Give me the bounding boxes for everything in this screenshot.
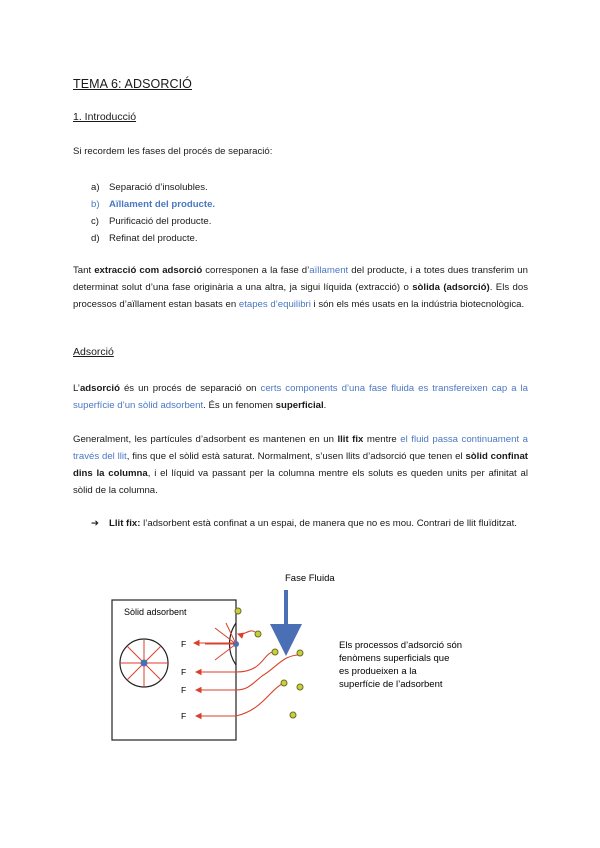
solute-dot — [297, 650, 303, 656]
intro-text: Si recordem les fases del procés de separació: — [73, 146, 273, 157]
diagram-caption: Els processos d’adsorció són fenòmens superficials que es produeixen a la superfície de l’adsorbent — [339, 640, 463, 690]
solute-dot — [290, 712, 296, 718]
phase-list — [91, 179, 215, 247]
section-heading-adsorcio: Adsorció — [73, 346, 114, 358]
solute-dot — [255, 631, 261, 637]
solute-dot — [272, 649, 278, 655]
flux-label: F — [181, 711, 187, 721]
adsorbent-particle — [120, 639, 168, 687]
bullet-text: Llit fix: l’adsorbent està confinat a un espai, de manera que no es mou. Contrari de llit fluïditzat. — [109, 518, 517, 529]
solute-dot — [297, 684, 303, 690]
phase-item: c) Purificació del producte. — [91, 216, 212, 227]
phase-item: d) Refinat del producte. — [91, 233, 198, 244]
fase-fluida-label: Fase Fluida — [285, 573, 335, 584]
flux-label: F — [181, 639, 187, 649]
solute-dot — [235, 608, 241, 614]
flux-arrow — [238, 631, 255, 634]
solute-dot — [281, 680, 287, 686]
solid-adsorbent-label: Sòlid adsorbent — [124, 607, 187, 617]
bullet-llit-fix — [91, 515, 528, 532]
paragraph-llit: Generalment, les partícules d’adsorbent es mantenen en un llit fix mentre el fluid passa continuament a través del llit, fins que el sòlid està saturat. Normalment, s’usen llits d’adsorció que tenen el sòlid confinat dins la columna, i el líquid va passant per la columna mentre els soluts es queden units per afinitat al sòlid de la columna. — [73, 434, 528, 496]
paragraph-adsorcio: L’adsorció és un procés de separació on certs components d’una fase fluida es transfereixen cap a la superfície d’un sòlid adsorbent. És un fenomen superficial. — [73, 383, 529, 411]
flux-label: F — [181, 667, 187, 677]
section-heading-intro: 1. Introducció — [73, 111, 137, 123]
solid-adsorbent-box — [112, 600, 236, 740]
flux-label: F — [181, 685, 187, 695]
phase-item: a) Separació d’insolubles. — [91, 182, 208, 193]
phase-item: b) Aïllament del producte. — [91, 199, 216, 210]
paragraph-extraction: Tant extracció com adsorció corresponen a la fase d’aïllament del producte, i a totes dues transferim un determinat solut d’una fase originària a una altra, ja sigui líquida (extracció) o sòlida (adsorció). Els dos processos d’aïllament estan basats en etapes d’equilibri i són els més usats en la indústria biotecnològica. — [73, 265, 528, 310]
arrow-bullet-icon: ➔ — [91, 518, 100, 529]
page-title: TEMA 6: ADSORCIÓ — [73, 77, 192, 91]
adsorption-diagram — [0, 560, 600, 760]
